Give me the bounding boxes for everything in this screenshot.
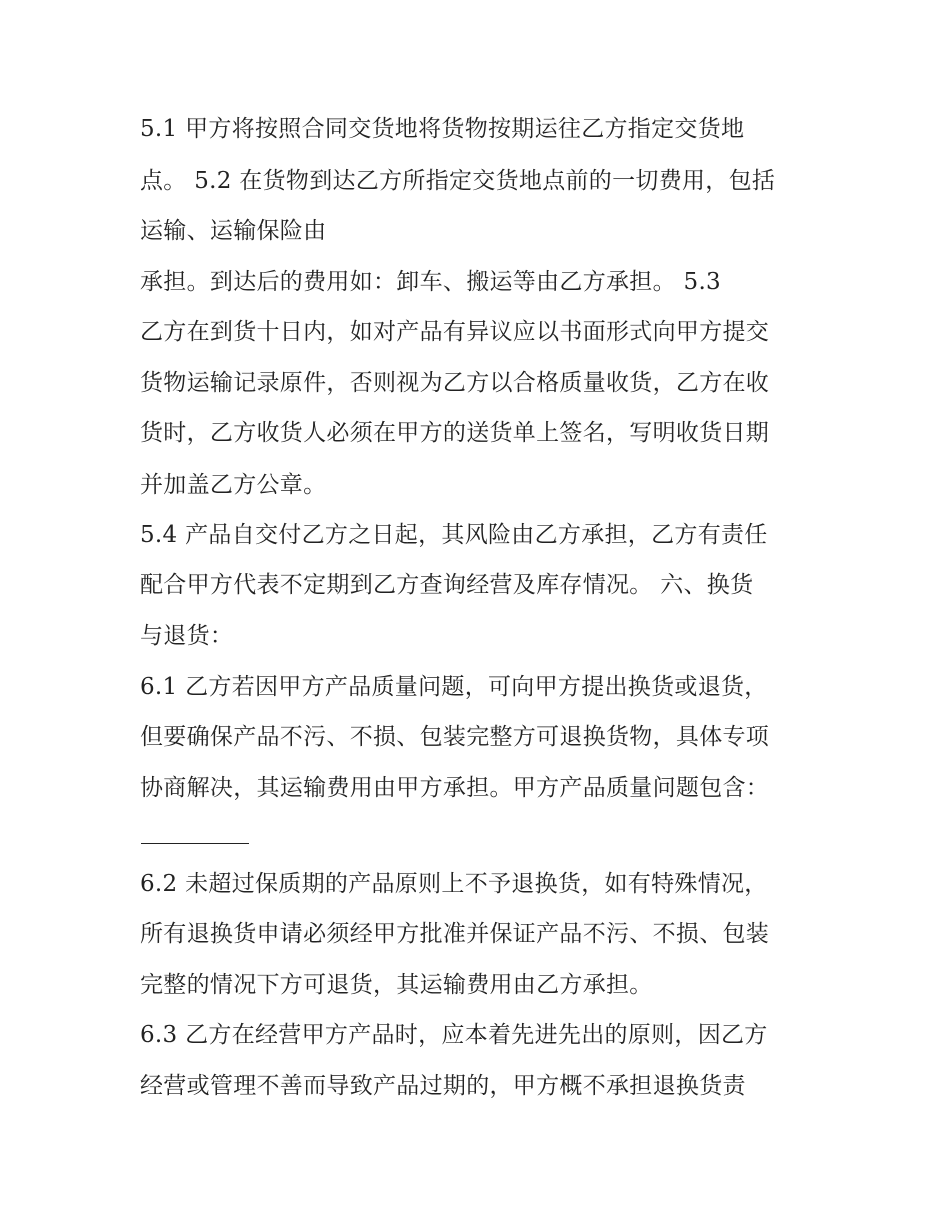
text-line: 6.2 未超过保质期的产品原则上不予退换货，如有特殊情况， xyxy=(140,871,768,897)
text-line: 经营或管理不善而导致产品过期的，甲方概不承担退换货责 xyxy=(140,1073,746,1099)
text-line: 并加盖乙方公章。 xyxy=(140,472,327,498)
text-line: 乙方在到货十日内，如对产品有异议应以书面形式向甲方提交 xyxy=(140,319,770,345)
text-line: 点。 5.2 在货物到达乙方所指定交货地点前的一切费用，包括 xyxy=(140,168,776,194)
fill-in-blank-line xyxy=(141,843,249,844)
text-line: 货物运输记录原件，否则视为乙方以合格质量收货，乙方在收 xyxy=(140,370,770,396)
text-line: 配合甲方代表不定期到乙方查询经营及库存情况。 六、换货 xyxy=(140,572,754,598)
text-line: 但要确保产品不污、不损、包装完整方可退换货物，具体专项 xyxy=(140,724,770,750)
text-line: 完整的情况下方可退货，其运输费用由乙方承担。 xyxy=(140,972,653,998)
text-line: 6.1 乙方若因甲方产品质量问题，可向甲方提出换货或退货， xyxy=(140,674,768,700)
text-line: 承担。到达后的费用如：卸车、搬运等由乙方承担。 5.3 xyxy=(140,269,721,295)
text-line: 所有退换货申请必须经甲方批准并保证产品不污、不损、包装 xyxy=(140,921,770,947)
text-line: 5.1 甲方将按照合同交货地将货物按期运往乙方指定交货地 xyxy=(140,116,745,142)
text-line: 5.4 产品自交付乙方之日起，其风险由乙方承担，乙方有责任 xyxy=(140,522,768,548)
text-line: 运输、运输保险由 xyxy=(140,218,327,244)
text-line: 6.3 乙方在经营甲方产品时，应本着先进先出的原则，因乙方 xyxy=(140,1022,768,1048)
text-line: 协商解决，其运输费用由甲方承担。甲方产品质量问题包含： xyxy=(140,775,770,801)
text-line: 货时，乙方收货人必须在甲方的送货单上签名，写明收货日期 xyxy=(140,420,770,446)
text-line: 与退货： xyxy=(140,623,234,649)
